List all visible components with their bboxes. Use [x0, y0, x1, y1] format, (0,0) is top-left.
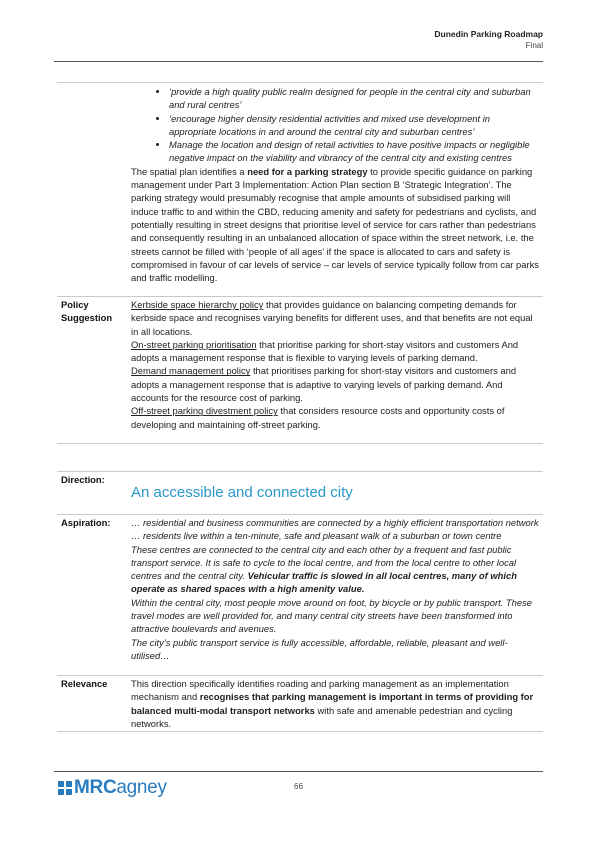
- logo-text-agney: agney: [116, 777, 167, 798]
- suggestion-off-street: Off-street parking divestment policy that considers resource costs and opportunity costs of developing and maintaining off-street parking.: [131, 405, 505, 430]
- list-item: • Manage the location and design of retail activities to have positive impacts or negligible negative impact on the viability and vibrancy of the central city and existing centres: [169, 138, 540, 165]
- policy-suggestion-cell: [131, 298, 540, 431]
- footer-rule: [54, 771, 543, 772]
- suggestion-kerbside: Kerbside space hierarchy policy that provides guidance on balancing competing demands for kerbside space and recognises varying benefits for different uses, and that benefits are not equal in all locations.: [131, 299, 533, 337]
- aspiration-cell: … residential and business communities are connected by a highly efficient transportation network … residents live within a ten-minute, safe and pleasant walk of a suburban or town centre These centres are connected to the central city and each other by a frequent and fast public transport service. It is safe to cycle to the local centre, and from the local centre to other local centres and the central city. Vehicular traffic is slowed in all local centres, many of which operate as shared spaces with a high amenity value. Within the central city, most people move around on foot, by bicycle or by public transport. These travel modes are well provided for, and many central city streets have been transformed into attractive boulevards and avenues. The city’s public transport service is fully accessible, affordable, reliable, pleasant and well-utilised…: [131, 517, 539, 661]
- table-rule-bottom: [57, 443, 543, 444]
- aspiration-label: Aspiration:: [61, 517, 111, 528]
- table-rule-top: [57, 82, 543, 83]
- header-rule: [54, 61, 543, 62]
- spatial-plan-paragraph: The spatial plan identifies a need for a parking strategy to provide specific guidance on parking management under Part 3 Implementation: Action Plan section B ‘Strategic Integration’. The parking strategy would presumably recognise that ample amounts of subsidised parking will induce traffic to and within the CBD, reducing amenity and safety for pedestrians and cyclists, and potentially resulting in street designs that prioritise level of service for cars rather than pedestrians and consequently resulting in an unbalanced allocation of space within the street network, i.e. the streets cannot be filled with ‘people of all ages’ if the space is allocated to cars and safety is compromised in favour of car levels of service – car levels of service typically follow from car parks and traffic modelling.: [131, 165, 539, 284]
- relevance-cell: This direction specifically identifies roading and parking management as an implementation mechanism and recognises that parking management is important in terms of providing for balanced multi-modal transport networks with safe and amenable pedestrian and cycling networks.: [131, 678, 534, 729]
- direction-label: Direction:: [61, 474, 105, 485]
- table-rule: [57, 675, 543, 676]
- logo-text-mrc: MRC: [74, 777, 117, 798]
- header-subtitle: Final: [525, 41, 543, 50]
- suggestion-demand: Demand management policy that prioritises parking for short-stay visitors and customers and adopts a management response that is adaptive to varying levels of parking demand. And accounts for the resource cost of parking.: [131, 365, 517, 404]
- table-rule-top: [57, 471, 543, 472]
- relevance-label: Relevance: [61, 678, 108, 689]
- header-title: Dunedin Parking Roadmap: [434, 29, 543, 39]
- suggestion-on-street: On-street parking prioritisation that prioritise parking for short-stay visitors and customers And adopts a management response that is flexible to varying levels of parking demand.: [131, 338, 519, 364]
- table-rule: [57, 296, 543, 297]
- direction-title: An accessible and connected city: [131, 484, 353, 501]
- list-item: • ‘provide a high quality public realm designed for people in the central city and suburban and rural centres’: [169, 85, 540, 112]
- table-rule-bottom: [57, 731, 543, 732]
- spatial-plan-cell: [131, 85, 540, 284]
- page-number: 66: [294, 782, 303, 791]
- table-rule: [57, 514, 543, 515]
- list-item: • ‘encourage higher density residential activities and mixed use development in appropriate locations in and around the central city and suburban centres’: [169, 112, 540, 139]
- policy-suggestion-label: Policy Suggestion: [61, 299, 113, 324]
- objectives-list: [131, 85, 540, 165]
